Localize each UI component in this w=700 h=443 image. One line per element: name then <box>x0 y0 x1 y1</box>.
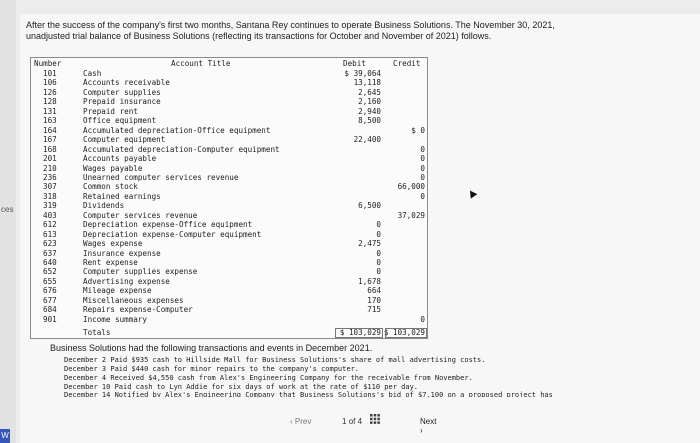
cell-debit: 2,475 <box>358 239 381 249</box>
cell-credit: 0 <box>420 144 425 154</box>
cell-title: Depreciation expense-Office equipment <box>83 220 253 230</box>
cell-title: Advertising expense <box>83 276 170 286</box>
table-row <box>31 88 427 97</box>
cell-debit: $ 103,029 <box>339 328 381 338</box>
cell-debit: 0 <box>376 220 381 230</box>
header-account-title: Account Title <box>171 59 231 68</box>
cell-title: Unearned computer services revenue <box>83 172 239 182</box>
cell-number: 623 <box>43 239 57 249</box>
cell-title: Cash <box>83 69 102 78</box>
cell-debit: 0 <box>376 258 381 267</box>
totals-debit-box <box>335 328 383 338</box>
cell-title: Accounts payable <box>83 154 157 164</box>
left-sidebar-strip <box>0 0 16 443</box>
table-row <box>31 211 427 220</box>
cell-title: Accumulated depreciation-Office equipment <box>83 125 271 135</box>
table-row <box>31 277 427 286</box>
table-row <box>31 116 427 125</box>
cell-number: 236 <box>43 172 57 182</box>
cell-number: 210 <box>43 163 57 173</box>
header-debit: Debit <box>343 59 366 68</box>
cell-title: Dividends <box>83 201 125 211</box>
table-row <box>31 145 427 154</box>
cell-title: Depreciation expense-Computer equipment <box>83 229 262 239</box>
table-row <box>31 286 427 295</box>
cell-title: Common stock <box>83 182 138 192</box>
cell-number: 201 <box>43 154 57 164</box>
cell-title: Computer services revenue <box>83 210 198 220</box>
cell-debit: $ 39,064 <box>344 69 381 78</box>
cell-credit: 0 <box>420 172 425 182</box>
cell-number: 684 <box>43 305 57 315</box>
pagination <box>290 414 440 435</box>
cell-title: Accumulated depreciation-Computer equipment <box>83 144 280 154</box>
trial-balance-table <box>30 57 428 339</box>
table-row <box>31 107 427 116</box>
page-total: 4 <box>357 417 363 426</box>
cell-number: 901 <box>43 314 57 324</box>
transaction-line: December 3 Paid $440 cash for minor repairs to the company's computer. <box>64 365 360 373</box>
cell-number: 131 <box>43 106 57 116</box>
cell-credit: 66,000 <box>397 182 425 192</box>
table-row <box>31 258 427 267</box>
cell-title: Prepaid rent <box>83 106 138 116</box>
cell-credit: $ 0 <box>411 125 425 135</box>
table-row <box>31 154 427 163</box>
cell-number: 612 <box>43 220 57 230</box>
cell-title: Office equipment <box>83 116 157 126</box>
cell-number: 101 <box>43 69 57 78</box>
cell-number: 168 <box>43 144 57 154</box>
cell-number: 319 <box>43 201 57 211</box>
header-number: Number <box>34 59 62 68</box>
next-label: Next <box>420 417 437 426</box>
cell-number: 677 <box>43 295 57 305</box>
table-row <box>31 220 427 229</box>
table-row <box>31 305 427 314</box>
cell-number: 613 <box>43 229 57 239</box>
table-row <box>31 315 427 324</box>
cell-number: 403 <box>43 210 57 220</box>
cell-credit: $ 103,029 <box>383 328 425 338</box>
table-row <box>31 97 427 106</box>
cell-debit: 0 <box>376 229 381 239</box>
transaction-line: December 4 Received $4,550 cash from Alex's Engineering Company for the receivable from November. <box>64 374 473 382</box>
cell-number: 128 <box>43 97 57 107</box>
cell-debit: 0 <box>376 267 381 277</box>
header-credit: Credit <box>393 59 421 68</box>
table-row <box>31 69 427 78</box>
transaction-line: December 10 Paid cash to Lyn Addie for six days of work at the rate of $110 per day. <box>64 383 419 391</box>
cell-number: 163 <box>43 116 57 126</box>
page-of: of <box>348 417 356 426</box>
table-row <box>31 135 427 144</box>
side-label: ces <box>1 205 14 214</box>
table-row <box>31 267 427 276</box>
cell-title: Repairs expense-Computer <box>83 305 193 315</box>
transaction-line-partial: December 14 Notified by Alex's Engineering Company that Business Solutions's bid of $7,100 on a proposed project has <box>64 391 553 397</box>
prev-label: Prev <box>294 417 312 426</box>
cell-title: Insurance expense <box>83 248 161 258</box>
cell-number: 318 <box>43 191 57 201</box>
table-row <box>31 78 427 87</box>
cell-number: 655 <box>43 276 57 286</box>
cell-debit: 715 <box>367 305 381 315</box>
grid-view-icon[interactable] <box>370 414 380 424</box>
table-row <box>31 249 427 258</box>
transaction-line: December 2 Paid $935 cash to Hillside Mall for Business Solutions's share of mall advertising costs. <box>64 356 486 364</box>
cell-debit: 170 <box>367 295 381 305</box>
cell-debit: 2,940 <box>358 106 381 116</box>
cell-title: Mileage expense <box>83 286 152 296</box>
next-button[interactable]: Next › <box>420 417 437 435</box>
cell-title: Income summary <box>83 314 148 324</box>
table-row <box>31 201 427 210</box>
cell-debit: 6,500 <box>358 201 381 211</box>
cell-debit: 22,400 <box>353 135 381 145</box>
cell-debit: 13,118 <box>353 78 381 88</box>
corner-badge: W <box>0 429 10 443</box>
cell-title: Totals <box>83 328 111 338</box>
cell-number: 106 <box>43 78 57 88</box>
cell-title: Prepaid insurance <box>83 97 161 107</box>
cell-title: Computer supplies expense <box>83 267 198 277</box>
cell-debit: 2,645 <box>358 87 381 97</box>
cell-title: Computer equipment <box>83 135 166 145</box>
totals-credit-box <box>385 328 427 338</box>
cell-credit: 0 <box>420 154 425 164</box>
prev-button[interactable]: ‹ Prev <box>290 417 312 426</box>
cell-title: Accounts receivable <box>83 78 170 88</box>
cell-debit: 2,160 <box>358 97 381 107</box>
cell-number: 167 <box>43 135 57 145</box>
cell-number: 637 <box>43 248 57 258</box>
intro-text: After the success of the company's first two months, Santana Rey continues to operate Business Solutions. The November 30, 2021, unadjusted trial balance of Business Solutions (reflecting its transactions for October and November of 2021) follows. <box>26 20 555 41</box>
table-row <box>31 192 427 201</box>
cell-title: Miscellaneous expenses <box>83 295 184 305</box>
transactions-heading: Business Solutions had the following transactions and events in December 2021. <box>50 343 373 353</box>
cell-debit: 8,500 <box>358 116 381 126</box>
cell-debit: 0 <box>376 248 381 258</box>
page-current: 1 <box>342 417 347 426</box>
cell-number: 640 <box>43 258 57 267</box>
cell-credit: 0 <box>420 163 425 173</box>
table-row <box>31 296 427 305</box>
cell-title: Retained earnings <box>83 191 161 201</box>
cell-title: Wages payable <box>83 163 143 173</box>
cell-title: Wages expense <box>83 239 143 249</box>
cell-number: 307 <box>43 182 57 192</box>
cell-title: Computer supplies <box>83 87 161 97</box>
cell-number: 126 <box>43 87 57 97</box>
cell-title: Rent expense <box>83 258 138 267</box>
table-row <box>31 182 427 191</box>
page-indicator <box>342 417 362 426</box>
table-totals-row <box>31 328 427 337</box>
cell-number: 164 <box>43 125 57 135</box>
cell-credit: 0 <box>420 314 425 324</box>
table-row <box>31 230 427 239</box>
table-row <box>31 239 427 248</box>
table-row <box>31 164 427 173</box>
cell-credit: 0 <box>420 191 425 201</box>
cell-number: 652 <box>43 267 57 277</box>
table-row <box>31 126 427 135</box>
cell-debit: 1,678 <box>358 276 381 286</box>
cell-debit: 664 <box>367 286 381 296</box>
cell-credit: 37,029 <box>397 210 425 220</box>
table-row <box>31 173 427 182</box>
cell-number: 676 <box>43 286 57 296</box>
